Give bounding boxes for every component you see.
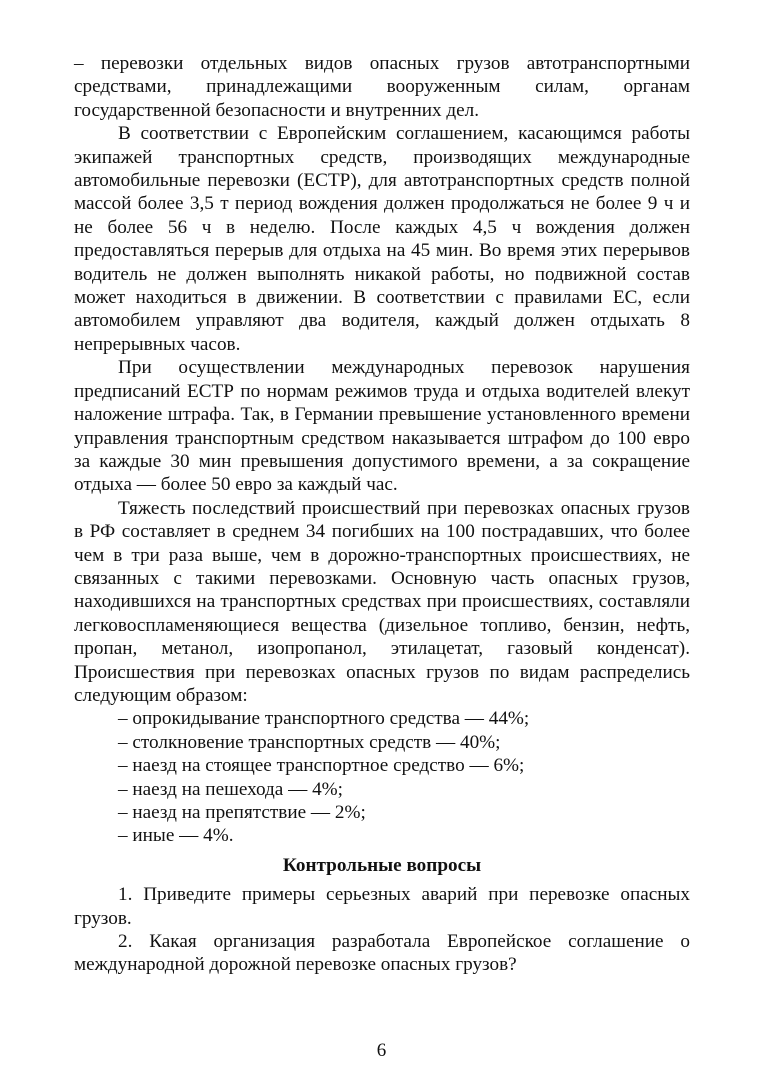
- question-item: 1. Приведите примеры серьезных аварий при перевозке опасных грузов.: [74, 884, 690, 929]
- list-item: – опрокидывание транспортного средства — 44%;: [118, 708, 530, 730]
- section-heading: Контрольные вопросы: [282, 854, 482, 876]
- paragraph-severity: Тяжесть последствий происшествий при перевозках опасных грузов в РФ составляет в среднем 34 погибших на 100 пострадавших, что более чем в три раза выше, чем в дорожно-транспортных происшествиях, не связанных с такими перевозками. Основную часть опасных грузов, находившихся на транспортных средствах при происшествиях, составляли легковоспламеняющиеся вещества (дизельное топливо, бензин, нефть, пропан, метанол, изопропанол, этилацетат, газовый конденсат). Происшествия при перевозках опасных грузов по видам распределись следующим образом:: [74, 497, 690, 706]
- page-number: 6: [376, 1040, 387, 1061]
- paragraph-intro-item: – перевозки отдельных видов опасных грузов автотранспортными средствами, принадлежащими вооруженным силам, органам государственной безопасности и внутренних дел.: [74, 53, 690, 121]
- incident-list: [74, 707, 690, 847]
- paragraph-aetr: В соответствии с Европейским соглашением, касающимся работы экипажей транспортных средств, производящих международные автомобильные перевозки (ЕСТР), для автотранспортных средств полной массой более 3,5 т период вождения должен продолжаться не более 9 ч и не более 56 ч в неделю. После каждых 4,5 ч вождения должен предоставляться перерыв для отдыха на 45 мин. Во время этих перерывов водитель не должен выполнять никакой работы, но подвижной состав может находиться в движении. В соответствии с правилами ЕС, если автомобилем управляют два водителя, каждый должен отдыхать 8 непрерывных часов.: [74, 123, 690, 355]
- question-item: 2. Какая организация разработала Европейское соглашение о международной дорожной перевозке опасных грузов?: [74, 931, 690, 976]
- list-item: – иные — 4%.: [118, 825, 234, 847]
- page-body: [74, 52, 690, 977]
- list-item: – столкновение транспортных средств — 40%;: [118, 731, 501, 753]
- paragraph-fines: При осуществлении международных перевозок нарушения предписаний ЕСТР по нормам режимов труда и отдыха водителей влекут наложение штрафа. Так, в Германии превышение установленного времени управления транспортным средством наказывается штрафом до 100 евро за каждые 30 мин превышения допустимого времени, а за сокращение отдыха — более 50 евро за каждый час.: [74, 357, 690, 496]
- list-item: – наезд на препятствие — 2%;: [118, 802, 366, 823]
- list-item: – наезд на пешехода — 4%;: [118, 778, 343, 800]
- list-item: – наезд на стоящее транспортное средство — 6%;: [118, 755, 525, 777]
